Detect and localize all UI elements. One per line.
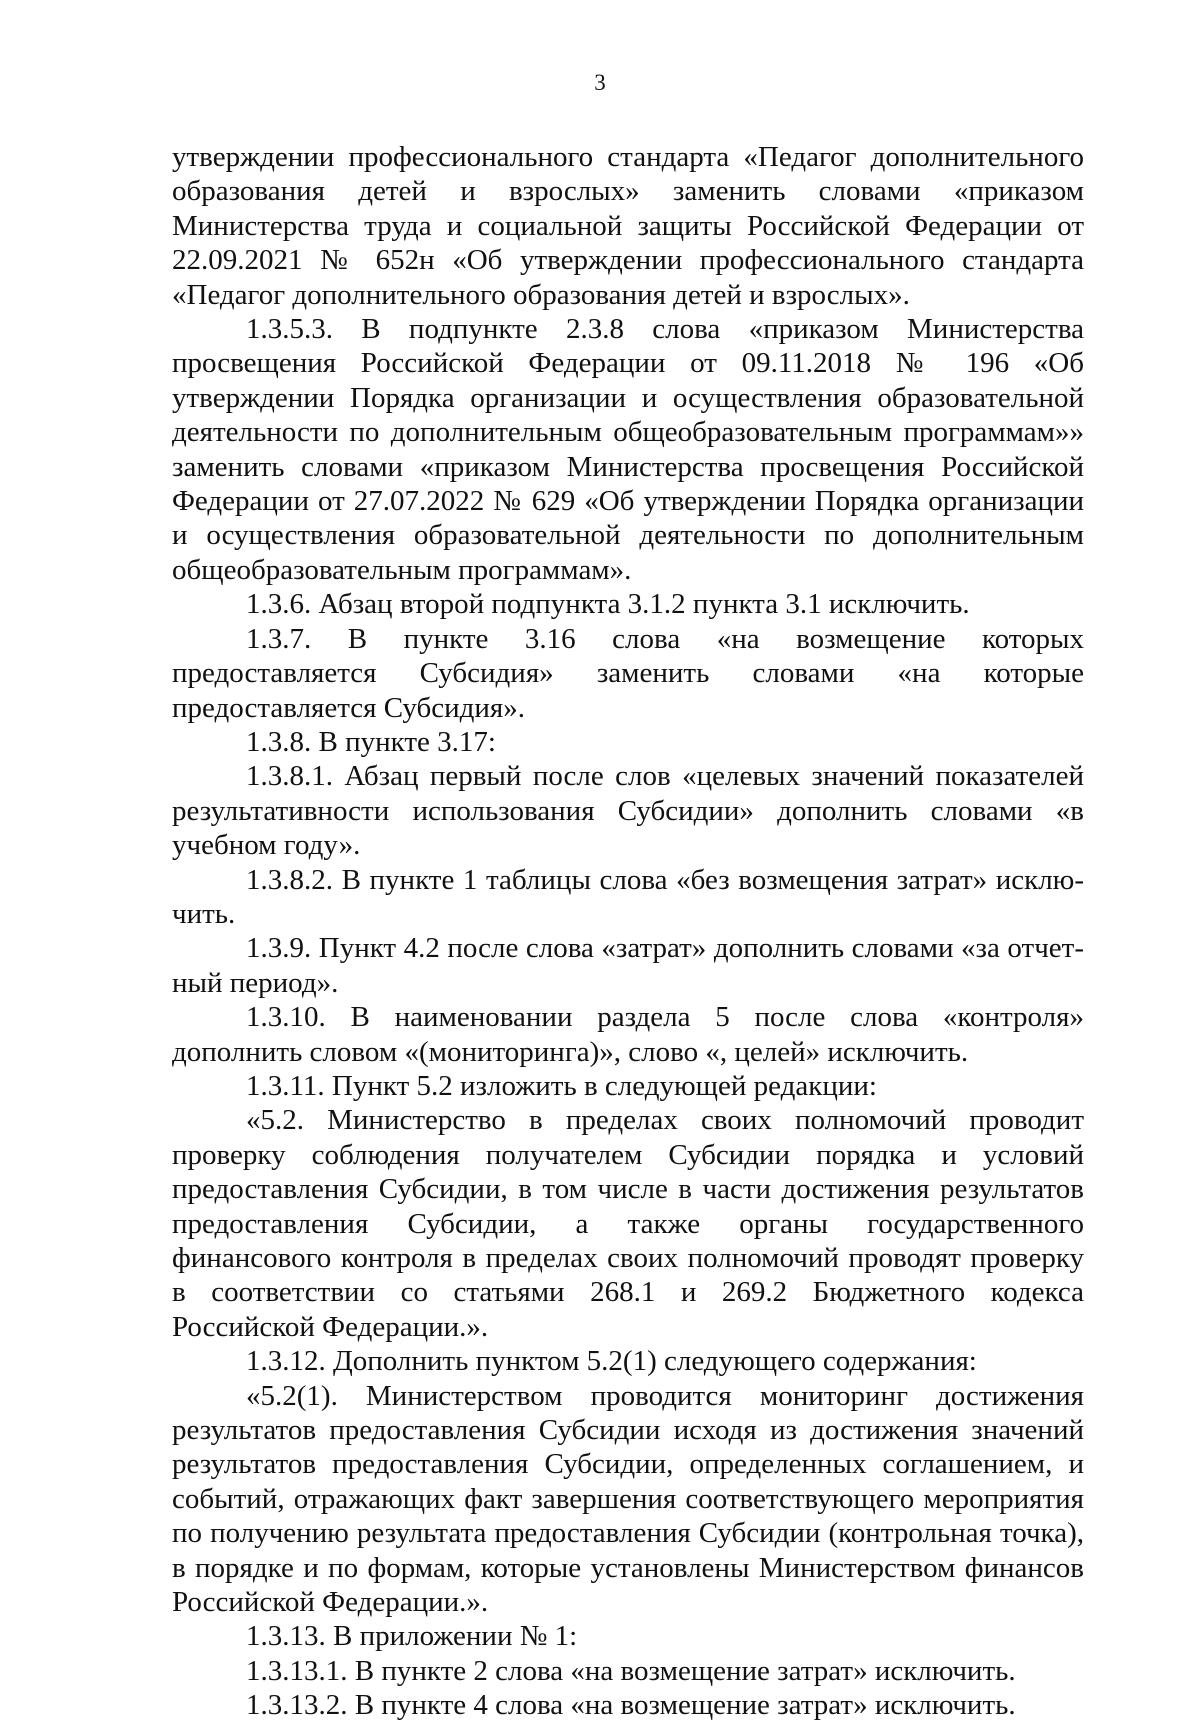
paragraph: «5.2. Министерство в пределах своих полномочий проводит проверку соблюдения получателем Субсидии порядка и условий предоставления Субсидии, в том числе в части достижения результатов предоставления Субсидии, а также органы государственного финансового контроля в пределах своих полномочий проводят проверку в соответствии со статьями 268.1 и 269.2 Бюджетного кодекса Российской Федерации.». (172, 1104, 1084, 1343)
paragraph: 1.3.13. В приложении № 1: (246, 1620, 578, 1653)
page-number: 3 (594, 70, 606, 95)
paragraph: 1.3.12. Дополнить пунктом 5.2(1) следующего содержания: (246, 1345, 977, 1378)
paragraph: утверждении профессионального стандарта «Педагог дополнительного образования детей и взрослых» заменить словами «приказом Министерства труда и социальной защиты Российской Федерации от 22.09.2021 № 652н «Об утверждении профессионального стандарта «Педагог дополнительного образования детей и взрослых». (172, 141, 1084, 311)
paragraph: 1.3.8.1. Абзац первый после слов «целевых значений показателей результативности использования Субсидии» дополнить словами «в учебном году». (172, 760, 1084, 862)
document-body (172, 140, 1084, 1723)
paragraph: 1.3.11. Пункт 5.2 изложить в следующей редакции: (246, 1069, 877, 1102)
paragraph: 1.3.8. В пункте 3.17: (246, 725, 496, 758)
paragraph: 1.3.13.1. В пункте 2 слова «на возмещение затрат» исключить. (246, 1654, 1016, 1687)
paragraph: 1.3.9. Пункт 4.2 после слова «затрат» дополнить словами «за отчетный период». (172, 932, 1084, 999)
paragraph: 1.3.10. В наименовании раздела 5 после слова «контроля» дополнить словом «(мониторинга)», слово «, целей» исключить. (172, 1001, 1084, 1068)
paragraph: 1.3.6. Абзац второй подпункта 3.1.2 пункта 3.1 исключить. (246, 588, 970, 621)
paragraph: 1.3.13.2. В пункте 4 слова «на возмещение затрат» исключить. (246, 1689, 1016, 1722)
paragraph: 1.3.8.2. В пункте 1 таблицы слова «без возмещения затрат» исключить. (172, 863, 1084, 930)
paragraph: 1.3.7. В пункте 3.16 слова «на возмещение которых предоставляется Субсидия» заменить словами «на которые предоставляется Субсидия». (172, 622, 1084, 724)
paragraph: «5.2(1). Министерством проводится мониторинг достижения результатов предоставления Субсидии исходя из достижения значений результатов предоставления Субсидии, определенных соглашением, и событий, отражающих факт завершения соответствующего мероприятия по получению результата предоставления Субсидии (контрольная точка), в порядке и по формам, которые установлены Министерством финансов Российской Федерации.». (172, 1379, 1084, 1619)
paragraph: 1.3.5.3. В подпункте 2.3.8 слова «приказом Министерства просвещения Российской Федерации от 09.11.2018 № 196 «Об утверждении Порядка организации и осуществления образовательной деятельности по дополнительным общеобразовательным программам»» заменить словами «приказом Министерства просвещения Российской Федерации от 27.07.2022 № 629 «Об утверждении Порядка организации и осуществления образовательной деятельности по дополнительным общеобразовательным программам». (172, 313, 1084, 586)
